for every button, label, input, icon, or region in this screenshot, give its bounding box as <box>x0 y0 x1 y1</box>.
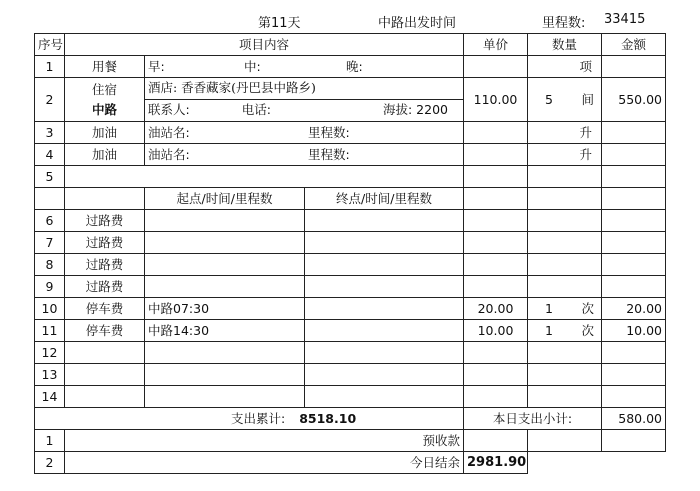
price-cell: 110.00 <box>464 78 528 122</box>
amount-cell <box>602 210 666 232</box>
col-qty-header: 数量 <box>528 34 602 56</box>
toll-start <box>145 210 305 232</box>
price-cell <box>464 166 528 188</box>
prepaid-label: 预收款 <box>65 430 464 452</box>
row-type <box>65 342 145 364</box>
row-type: 过路费 <box>65 276 145 298</box>
day-label: 第11天 <box>258 16 301 31</box>
hotel-cell <box>145 78 464 122</box>
unit-label: 升 <box>579 146 593 162</box>
expense-table <box>34 33 666 474</box>
hotel-contact-line <box>145 99 463 121</box>
daily-subtotal-value: 580.00 <box>602 408 666 430</box>
toll-start <box>145 386 305 408</box>
amount-cell <box>602 188 666 210</box>
lunch-label: 中: <box>244 58 261 74</box>
toll-start-header: 起点/时间/里程数 <box>145 188 305 210</box>
dinner-label: 晚: <box>346 58 363 74</box>
unit-label: 升 <box>579 124 593 140</box>
cumulative-cell <box>35 408 464 430</box>
toll-end <box>305 342 464 364</box>
amount-cell <box>602 254 666 276</box>
prepaid-value <box>464 430 528 452</box>
toll-start <box>145 342 305 364</box>
breakfast-label: 早: <box>148 58 165 74</box>
summary-row <box>35 408 666 430</box>
row-seq: 9 <box>35 276 65 298</box>
price-cell <box>464 342 528 364</box>
cumulative-value: 8518.10 <box>299 410 357 426</box>
row-type: 用餐 <box>65 56 145 78</box>
row-type: 过路费 <box>65 254 145 276</box>
unit-cell <box>528 144 602 166</box>
qty-value: 1 <box>545 300 553 316</box>
fuel-mileage-label: 里程数: <box>308 124 350 140</box>
row-type <box>65 364 145 386</box>
toll-end <box>305 210 464 232</box>
col-amount-header: 金额 <box>602 34 666 56</box>
qty-cell <box>528 386 602 408</box>
qty-cell <box>528 342 602 364</box>
departure-time-label: 中路出发时间 <box>378 16 457 31</box>
price-cell <box>464 56 528 78</box>
footer-row <box>35 452 666 474</box>
row-type: 加油 <box>65 144 145 166</box>
qty-cell <box>528 166 602 188</box>
mileage-label: 里程数: <box>542 16 586 31</box>
hotel-name: 酒店: 香香藏家(丹巴县中路乡) <box>148 80 316 95</box>
price-cell <box>464 188 528 210</box>
table-row <box>35 232 666 254</box>
row-seq: 2 <box>35 452 65 474</box>
column-header-row <box>35 34 666 56</box>
amount-cell <box>602 342 666 364</box>
row-type: 过路费 <box>65 232 145 254</box>
row-type <box>65 386 145 408</box>
amount-cell <box>602 386 666 408</box>
table-row <box>35 364 666 386</box>
row-seq: 12 <box>35 342 65 364</box>
price-cell <box>464 210 528 232</box>
table-row <box>35 166 666 188</box>
row-seq: 10 <box>35 298 65 320</box>
row-seq: 4 <box>35 144 65 166</box>
amount-cell: 10.00 <box>602 320 666 342</box>
row-seq: 6 <box>35 210 65 232</box>
row-type: 过路费 <box>65 210 145 232</box>
unit-label: 间 <box>581 91 595 107</box>
cumulative-label: 支出累计: <box>231 410 286 426</box>
row-seq: 3 <box>35 122 65 144</box>
qty-cell <box>528 78 602 122</box>
row-seq: 5 <box>35 166 65 188</box>
row-seq <box>35 188 65 210</box>
amount-cell: 550.00 <box>602 78 666 122</box>
qty-cell <box>528 276 602 298</box>
unit-label: 次 <box>581 322 595 338</box>
col-price-header: 单价 <box>464 34 528 56</box>
table-row <box>35 386 666 408</box>
price-cell <box>464 254 528 276</box>
table-row <box>35 122 666 144</box>
parking-end <box>305 298 464 320</box>
table-row <box>35 210 666 232</box>
unit-cell <box>528 56 602 78</box>
row-seq: 11 <box>35 320 65 342</box>
qty-cell <box>528 210 602 232</box>
amount-cell: 20.00 <box>602 298 666 320</box>
meal-cell <box>145 56 464 78</box>
qty-cell <box>528 254 602 276</box>
toll-start <box>145 254 305 276</box>
toll-start <box>145 364 305 386</box>
toll-end <box>305 254 464 276</box>
price-cell: 10.00 <box>464 320 528 342</box>
row-seq: 7 <box>35 232 65 254</box>
fuel-mileage-label: 里程数: <box>308 146 350 162</box>
amount-cell <box>602 364 666 386</box>
amount-cell <box>602 166 666 188</box>
station-label: 油站名: <box>148 124 190 140</box>
price-cell <box>464 144 528 166</box>
price-cell <box>464 232 528 254</box>
qty-cell <box>528 188 602 210</box>
row-seq: 2 <box>35 78 65 122</box>
item-cell <box>65 166 464 188</box>
daily-subtotal-label: 本日支出小计: <box>464 408 602 430</box>
row-seq: 1 <box>35 56 65 78</box>
station-label: 油站名: <box>148 146 190 162</box>
row-seq: 8 <box>35 254 65 276</box>
table-row <box>35 320 666 342</box>
parking-start: 中路07:30 <box>145 298 305 320</box>
qty-value: 1 <box>545 322 553 338</box>
qty-cell <box>528 232 602 254</box>
mileage-value: 33415 <box>604 12 646 27</box>
footer-row <box>35 430 666 452</box>
toll-end <box>305 276 464 298</box>
col-item-header: 项目内容 <box>65 34 464 56</box>
phone-label: 电话: <box>241 102 271 117</box>
toll-end <box>305 232 464 254</box>
fuel-cell <box>145 122 464 144</box>
table-row <box>35 298 666 320</box>
fuel-cell <box>145 144 464 166</box>
balance-value: 2981.90 <box>464 452 528 474</box>
table-row <box>35 78 666 122</box>
amount-cell <box>602 232 666 254</box>
toll-start <box>145 276 305 298</box>
row-type: 停车费 <box>65 298 145 320</box>
contact-label: 联系人: <box>148 102 190 117</box>
unit-label: 项 <box>579 58 593 74</box>
amount-cell <box>602 56 666 78</box>
qty-cell <box>528 452 602 474</box>
balance-label: 今日结余 <box>65 452 464 474</box>
row-type: 停车费 <box>65 320 145 342</box>
altitude-label: 海拔: 2200 <box>383 102 448 117</box>
amount-cell <box>602 122 666 144</box>
parking-start: 中路14:30 <box>145 320 305 342</box>
toll-end-header: 终点/时间/里程数 <box>305 188 464 210</box>
row-type <box>65 78 145 122</box>
table-row <box>35 144 666 166</box>
price-cell <box>464 364 528 386</box>
row-type <box>65 188 145 210</box>
qty-cell <box>528 298 602 320</box>
row-seq: 14 <box>35 386 65 408</box>
row-seq: 13 <box>35 364 65 386</box>
amount-cell <box>602 452 666 474</box>
qty-cell <box>528 364 602 386</box>
qty-cell <box>528 430 602 452</box>
table-row <box>35 276 666 298</box>
unit-label: 次 <box>581 300 595 316</box>
table-row <box>35 342 666 364</box>
toll-header-row <box>35 188 666 210</box>
toll-end <box>305 386 464 408</box>
lodging-place: 中路 <box>91 101 117 117</box>
price-cell <box>464 276 528 298</box>
toll-start <box>145 232 305 254</box>
table-row <box>35 254 666 276</box>
amount-cell <box>602 144 666 166</box>
qty-value: 5 <box>545 91 553 107</box>
lodging-label: 住宿 <box>91 81 117 97</box>
toll-end <box>305 364 464 386</box>
parking-end <box>305 320 464 342</box>
amount-cell <box>602 430 666 452</box>
amount-cell <box>602 276 666 298</box>
row-type: 加油 <box>65 122 145 144</box>
table-row <box>35 56 666 78</box>
price-cell <box>464 386 528 408</box>
qty-cell <box>528 320 602 342</box>
price-cell: 20.00 <box>464 298 528 320</box>
col-seq-header: 序号 <box>35 34 65 56</box>
row-seq: 1 <box>35 430 65 452</box>
unit-cell <box>528 122 602 144</box>
price-cell <box>464 122 528 144</box>
